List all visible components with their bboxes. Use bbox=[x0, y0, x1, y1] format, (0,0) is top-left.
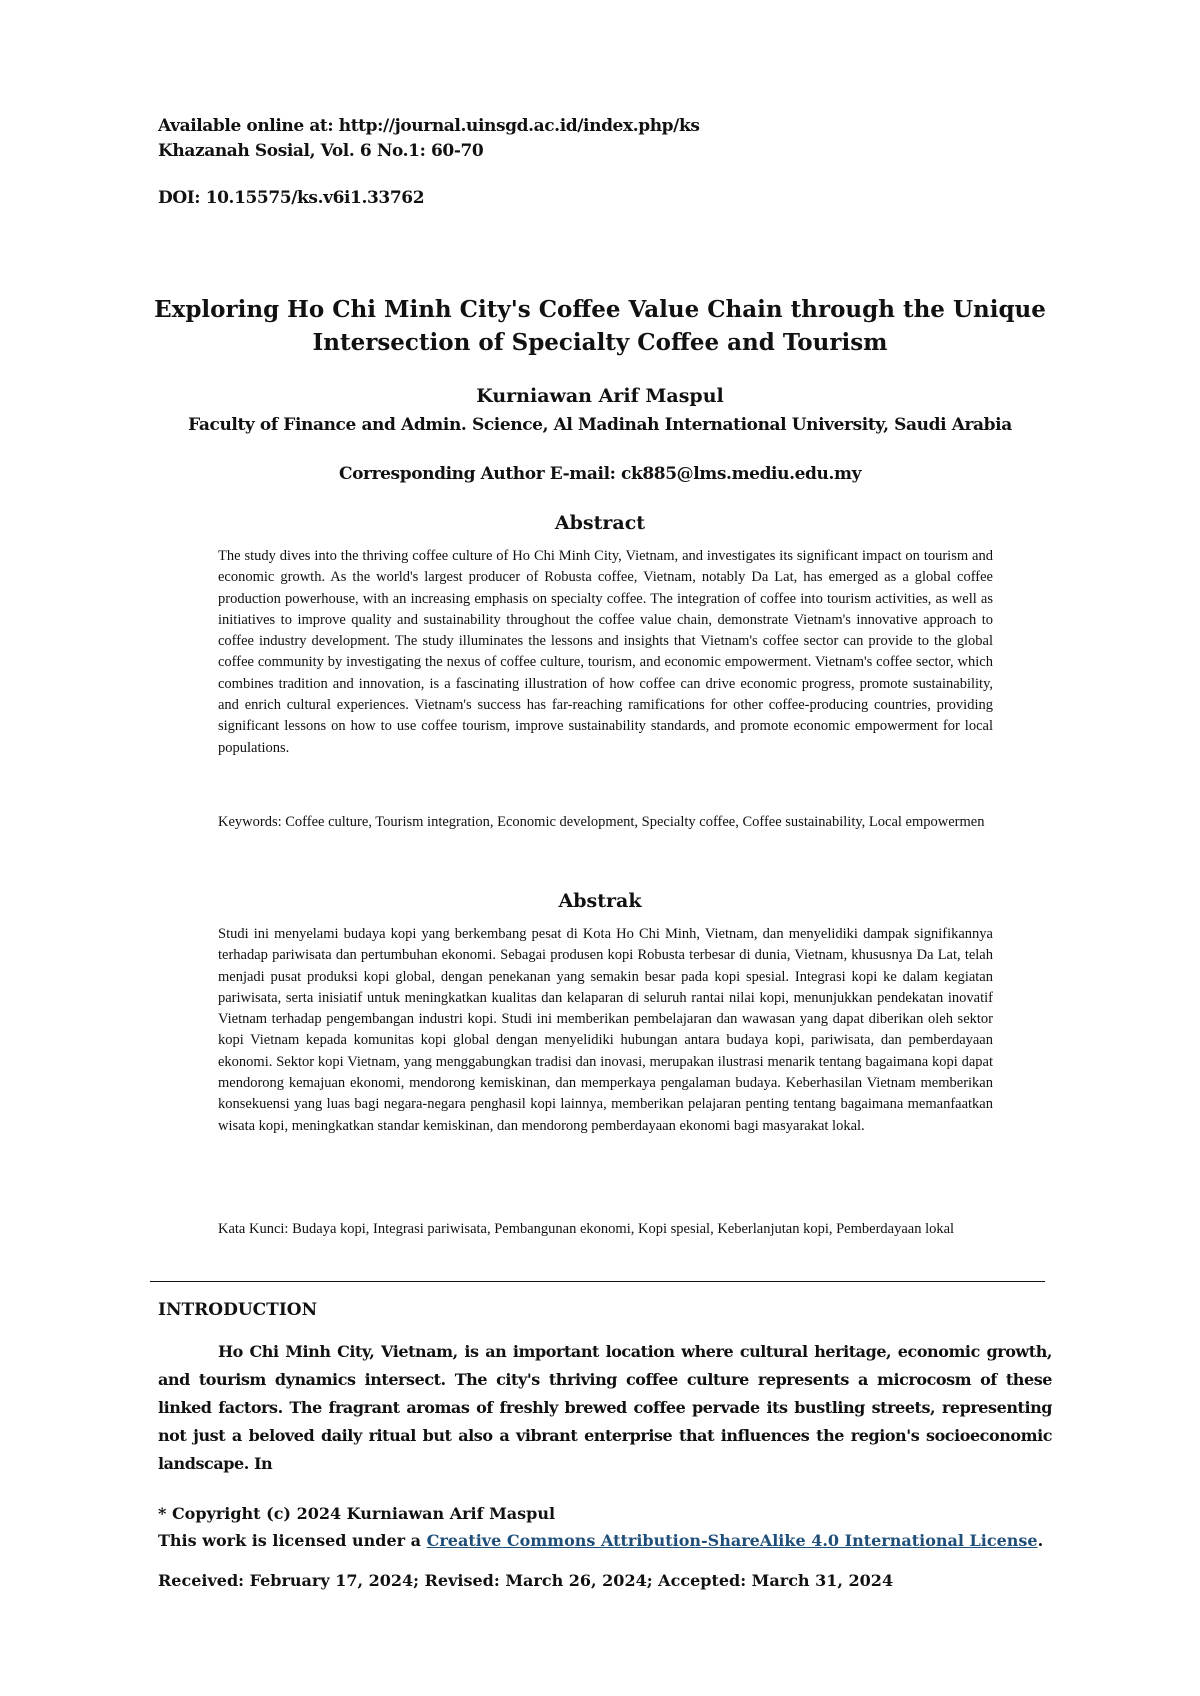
introduction-heading: INTRODUCTION bbox=[158, 1300, 318, 1320]
copyright-prefix: * Copyright (c) 2024 bbox=[158, 1504, 347, 1523]
submission-dates: Received: February 17, 2024; Revised: March 26, 2024; Accepted: March 31, 2024 bbox=[158, 1571, 894, 1590]
abstract-heading: Abstract bbox=[554, 512, 646, 534]
author-affiliation: Faculty of Finance and Admin. Science, Al Madinah International University, Saudi Arabia bbox=[188, 415, 1012, 435]
copyright-line bbox=[158, 1500, 1058, 1527]
abstract-text: The study dives into the thriving coffee culture of Ho Chi Minh City, Vietnam, and investigates its significant impact on tourism and economic growth. As the world's largest producer of Robusta coffee, Vietnam, notably Da Lat, has emerged as a global coffee production powerhouse, with an increasing emphasis on specialty coffee. The integration of coffee into tourism activities, as well as initiatives to improve quality and sustainability throughout the coffee value chain, demonstrate Vietnam's innovative approach to coffee industry development. The study illuminates the lessons and insights that Vietnam's coffee sector can provide to the global coffee community by investigating the nexus of coffee culture, tourism, and economic empowerment. Vietnam's coffee sector, which combines tradition and innovation, is a fascinating illustration of how coffee can drive economic progress, promote sustainability, and enrich cultural experiences. Vietnam's success has far-reaching ramifications for other coffee-producing countries, providing significant lessons on how to use coffee tourism, improve sustainability standards, and promote economic empowerment for local populations. bbox=[218, 548, 993, 756]
kata-kunci: Kata Kunci: Budaya kopi, Integrasi pariwisata, Pembangunan ekonomi, Kopi spesial, Keberlanjutan kopi, Pemberdayaan lokal bbox=[218, 1221, 955, 1237]
corresponding-email: Corresponding Author E-mail: ck885@lms.mediu.edu.my bbox=[338, 464, 862, 484]
license-link[interactable]: Creative Commons Attribution-ShareAlike 4.0 International License bbox=[426, 1531, 1038, 1550]
copyright-author: Kurniawan Arif Maspul bbox=[346, 1504, 556, 1523]
license-suffix: . bbox=[1037, 1531, 1044, 1550]
introduction-text: Ho Chi Minh City, Vietnam, is an important location where cultural heritage, economic growth, and tourism dynamics intersect. The city's thriving coffee culture represents a microcosm of these linked factors. The fragrant aromas of freshly brewed coffee pervade its bustling streets, representing not just a beloved daily ritual but also a vibrant enterprise that influences the region's socioeconomic landscape. In bbox=[158, 1342, 1052, 1473]
keywords: Keywords: Coffee culture, Tourism integration, Economic development, Specialty coffee, Coffee sustainability, Local empowermen bbox=[218, 814, 985, 830]
doi-line: DOI: 10.15575/ks.v6i1.33762 bbox=[158, 188, 425, 208]
journal-header bbox=[158, 114, 1058, 211]
license-line bbox=[158, 1527, 1058, 1554]
abstrak-heading: Abstrak bbox=[558, 890, 642, 912]
copyright-notice bbox=[158, 1500, 1058, 1554]
author-name: Kurniawan Arif Maspul bbox=[476, 385, 724, 407]
paper-title: Exploring Ho Chi Minh City's Coffee Value Chain through the Unique Intersection of Specialty Coffee and Tourism bbox=[154, 296, 1046, 356]
introduction-paragraph bbox=[158, 1338, 1052, 1478]
journal-volume-line: Khazanah Sosial, Vol. 6 No.1: 60-70 bbox=[158, 141, 484, 161]
abstrak-text: Studi ini menyelami budaya kopi yang berkembang pesat di Kota Ho Chi Minh, Vietnam, dan menyelidiki dampak signifikannya terhadap pariwisata dan pertumbuhan ekonomi. Sebagai produsen kopi Robusta terbesar di dunia, Vietnam, khususnya Da Lat, telah menjadi pusat produksi kopi global, dengan penekanan yang semakin besar pada kopi spesial. Integrasi kopi ke dalam kegiatan pariwisata, serta inisiatif untuk meningkatkan kualitas dan kelaparan di seluruh rantai nilai kopi, menunjukkan pendekatan inovatif Vietnam terhadap pengembangan industri kopi. Studi ini memberikan pembelajaran dan wawasan yang dapat diberikan oleh sektor kopi Vietnam kepada komunitas kopi global dengan menyelidiki hubungan antara budaya kopi, pariwisata, dan pemberdayaan ekonomi. Sektor kopi Vietnam, yang menggabungkan tradisi dan inovasi, merupakan ilustrasi menarik tentang bagaimana kopi dapat mendorong kemajuan ekonomi, mendorong kemiskinan, dan memperkaya pengalaman budaya. Keberhasilan Vietnam memberikan konsekuensi yang luas bagi negara-negara penghasil kopi lainnya, memberikan pelajaran penting tentang bagaimana memanfaatkan wisata kopi, meningkatkan standar kemiskinan, dan mendorong pemberdayaan ekonomi bagi masyarakat lokal. bbox=[218, 926, 993, 1134]
license-prefix: This work is licensed under a bbox=[158, 1531, 427, 1550]
available-online-line: Available online at: http://journal.uinsgd.ac.id/index.php/ks bbox=[158, 116, 700, 136]
section-divider bbox=[150, 1281, 1045, 1282]
